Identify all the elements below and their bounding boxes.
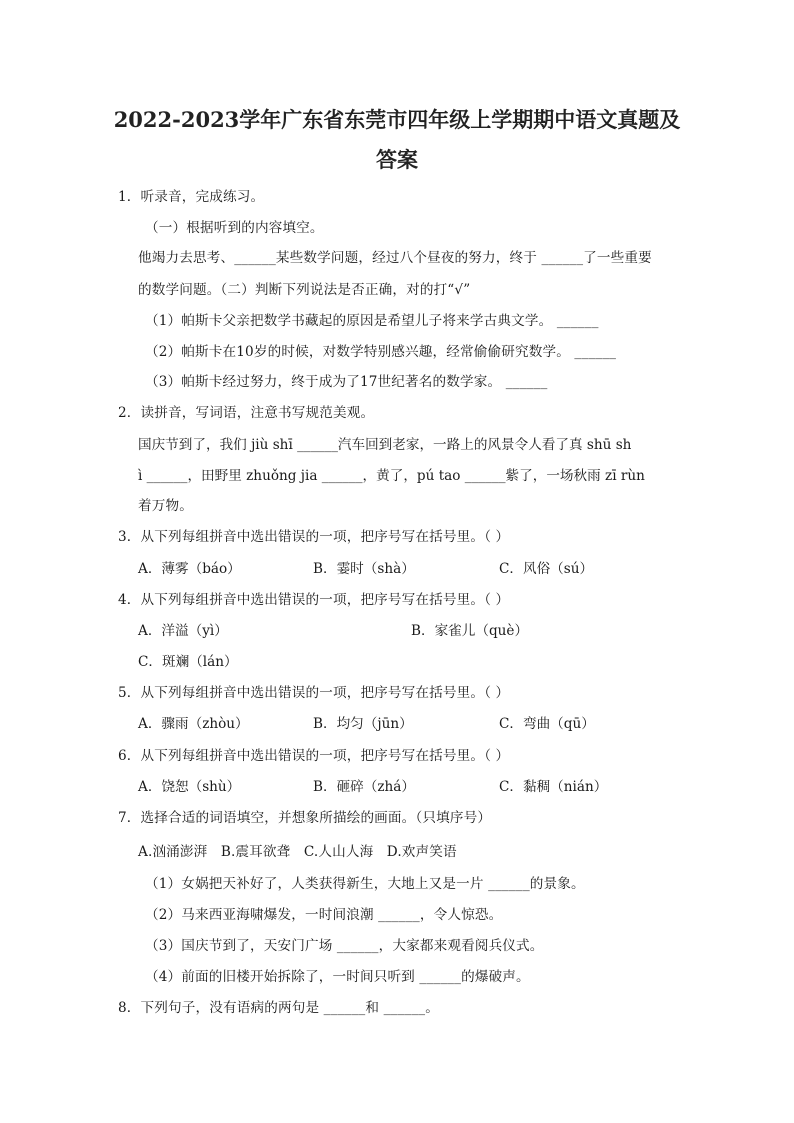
q3-option-b: B．霎时（shà）: [313, 561, 415, 577]
q7-sentence-2: （2）马来西亚海啸爆发，一时间浪潮 ______，令人惊恐。: [145, 907, 503, 923]
q2-line-1: 国庆节到了，我们 jiù shī ______汽车回到老家，一路上的风景令人看了真 shū sh: [138, 437, 632, 453]
title-line-1: 2022-2023学年广东省东莞市四年级上学期期中语文真题及: [113, 107, 681, 132]
q2-line-2: ì ______，田野里 zhuǒng jia ______，黄了，pú tao ______紫了，一场秋雨 zī rùn: [138, 468, 645, 484]
q1-stem: 1．听录音，完成练习。: [118, 189, 265, 205]
q3-option-c: C．风俗（sú）: [499, 561, 594, 577]
q7-sentence-4: （4）前面的旧楼开始拆除了，一时间只听到 ______的爆破声。: [145, 969, 530, 985]
q3-option-a: A．薄雾（báo）: [138, 561, 241, 577]
q6-option-a: A．饶恕（shù）: [138, 779, 241, 795]
q4-option-b: B．家雀儿（què）: [411, 623, 529, 639]
q6-stem: 6．从下列每组拼音中选出错误的一项，把序号写在括号里。（ ）: [118, 748, 510, 764]
q7-sentence-1: （1）女娲把天补好了，人类获得新生，大地上又是一片 ______的景象。: [145, 876, 585, 892]
q1-part-one: （一）根据听到的内容填空。: [145, 220, 324, 236]
q5-option-c: C．弯曲（qū）: [499, 716, 595, 732]
q2-line-3: 着万物。: [138, 498, 193, 514]
q4-option-c: C．斑斓（lán）: [138, 654, 238, 670]
q1-passage-line-2: 的数学问题。（二）判断下列说法是否正确，对的打“√”: [138, 282, 471, 298]
q4-option-a: A．洋溢（yì）: [138, 623, 228, 639]
q7-sentence-3: （3）国庆节到了，天安门广场 ______，大家都来观看阅兵仪式。: [145, 938, 544, 954]
q1-statement-3: （3）帕斯卡经过努力，终于成为了17世纪著名的数学家。 ______: [145, 374, 548, 390]
q8-stem: 8．下列句子，没有语病的两句是 ______和 ______。: [118, 1000, 440, 1016]
q7-word-options: A.汹涌澎湃 B.震耳欲聋 C.人山人海 D.欢声笑语: [138, 844, 457, 860]
q1-statement-2: （2）帕斯卡在10岁的时候，对数学特别感兴趣，经常偷偷研究数学。 ______: [145, 344, 617, 360]
q2-stem: 2．读拼音，写词语，注意书写规范美观。: [118, 405, 375, 421]
q5-option-b: B．均匀（jūn）: [313, 716, 413, 732]
q5-stem: 5．从下列每组拼音中选出错误的一项，把序号写在括号里。（ ）: [118, 685, 510, 701]
q6-option-c: C．黏稠（nián）: [499, 779, 608, 795]
q4-stem: 4．从下列每组拼音中选出错误的一项，把序号写在括号里。（ ）: [118, 592, 510, 608]
q1-statement-1: （1）帕斯卡父亲把数学书藏起的原因是希望儿子将来学古典文学。 ______: [145, 313, 599, 329]
title-line-2: 答案: [376, 147, 418, 172]
q3-stem: 3．从下列每组拼音中选出错误的一项，把序号写在括号里。（ ）: [118, 529, 510, 545]
q7-stem: 7．选择合适的词语填空，并想象所描绘的画面。（只填序号）: [118, 810, 492, 826]
page-title: [100, 100, 694, 180]
q6-option-b: B．砸碎（zhá）: [313, 779, 415, 795]
q1-passage-line-1: 他竭力去思考、______某些数学问题，经过八个昼夜的努力，终于 ______了一些重要: [138, 250, 652, 266]
q5-option-a: A．骤雨（zhòu）: [138, 716, 249, 732]
